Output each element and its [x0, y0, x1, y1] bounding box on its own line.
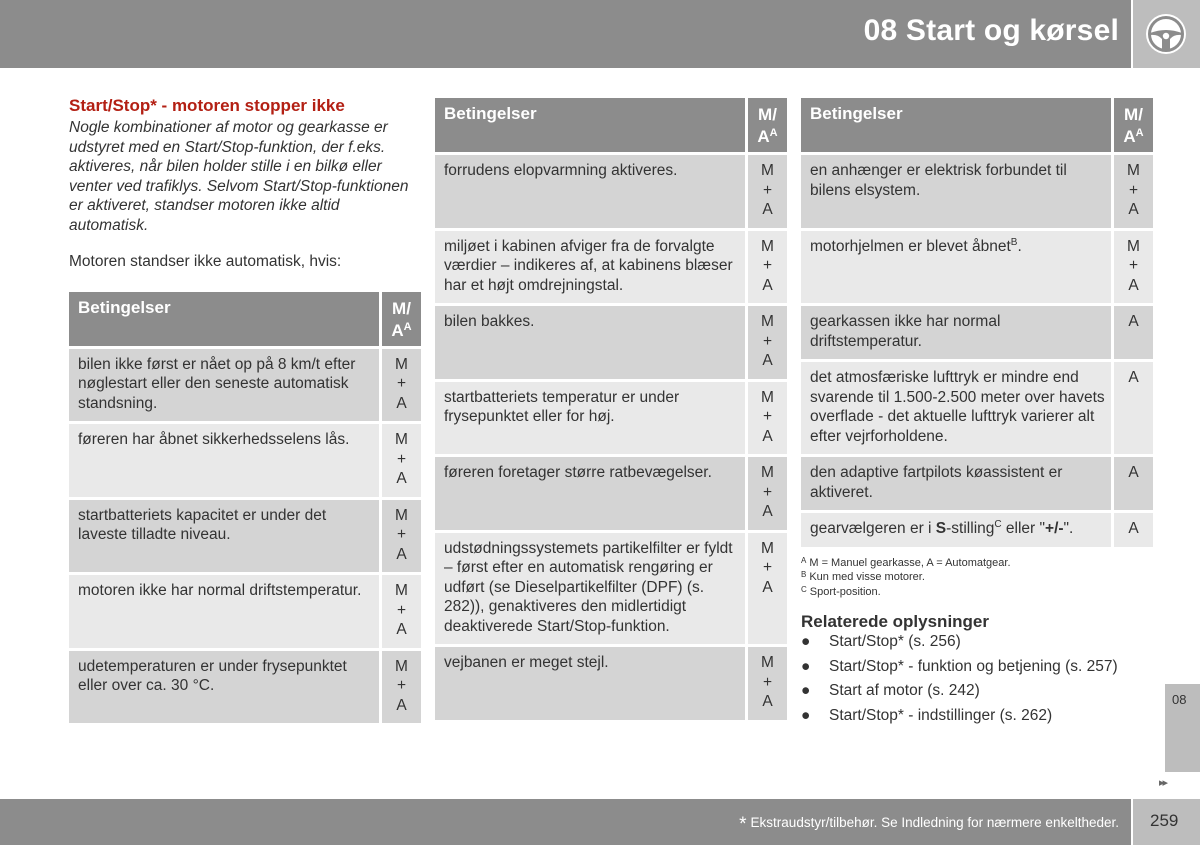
header-conditions: Betingelser [69, 292, 379, 349]
conditions-table-3 [801, 98, 1153, 550]
table-row [435, 647, 787, 723]
gearbox-cell: M + A [745, 533, 787, 648]
table-row [69, 424, 421, 500]
condition-cell: det atmosfæriske lufttryk er mindre end svarende til 1.500-2.500 meter over havets overflade - det aktuelle lufttryk varierer alt efter vejrforholdene. [801, 362, 1111, 457]
condition-cell: startbatteriets kapacitet er under det laveste tilladte niveau. [69, 500, 379, 576]
steering-wheel-icon [1144, 12, 1188, 56]
related-link[interactable]: ● Start/Stop* - funktion og betjening (s. 257) [801, 657, 1118, 675]
gearbox-cell: M + A [745, 231, 787, 307]
page-number-box [1133, 799, 1200, 845]
condition-cell: bilen ikke først er nået op på 8 km/t efter nøglestart eller den seneste automatisk standsning. [69, 349, 379, 425]
table-row [801, 231, 1153, 307]
chapter-icon-box [1133, 0, 1200, 68]
header-m-a: M/ $A^A$ [379, 292, 421, 349]
gearbox-cell: M + A [745, 306, 787, 382]
table-row [69, 349, 421, 425]
related-title: Relaterede oplysninger [801, 612, 990, 631]
gearbox-cell: M + A [1111, 155, 1153, 231]
footer-note: * Ekstraudstyr/tilbehør. Se Indledning for nærmere enkeltheder. [739, 814, 1119, 835]
table-row [801, 362, 1153, 457]
section-title: Start/Stop* - motoren stopper ikke [69, 96, 345, 115]
table-row [435, 382, 787, 458]
footnote: $^C$ Sport-position. [801, 584, 881, 598]
header-m-a: M/ $A^A$ [1111, 98, 1153, 155]
related-link[interactable]: ● Start/Stop* - indstillinger (s. 262) [801, 706, 1053, 724]
page-number: 259 [1150, 811, 1179, 830]
gearbox-cell: M + A [745, 155, 787, 231]
gearbox-cell: A [1111, 457, 1153, 513]
gearbox-cell: A [1111, 362, 1153, 457]
table-header-row [435, 98, 787, 155]
next-page-arrows-icon[interactable]: ▸▸ [1159, 777, 1167, 789]
condition-cell: motoren ikke har normal driftstemperatur. [69, 575, 379, 651]
table-header-row [69, 292, 421, 349]
condition-cell: gearkassen ikke har normal driftstemperatur. [801, 306, 1111, 362]
page-footer [0, 799, 1131, 845]
related-list [801, 632, 1153, 725]
header-conditions: Betingelser [801, 98, 1111, 155]
condition-cell: startbatteriets temperatur er under frysepunktet eller for høj. [435, 382, 745, 458]
header-conditions: Betingelser [435, 98, 745, 155]
table-row [69, 575, 421, 651]
column-right [801, 98, 1153, 730]
gearbox-cell: M + A [379, 651, 421, 727]
gearbox-cell: M + A [379, 424, 421, 500]
gearbox-cell: M + A [379, 575, 421, 651]
table-row [801, 513, 1153, 550]
gearbox-cell: M + A [745, 382, 787, 458]
table-row [435, 457, 787, 533]
table-row [801, 155, 1153, 231]
gearbox-cell: M + A [745, 457, 787, 533]
table-row [69, 500, 421, 576]
conditions-table-1 [69, 292, 421, 727]
related-link[interactable]: ● Start af motor (s. 242) [801, 682, 980, 699]
gearbox-cell: A [1111, 513, 1153, 550]
condition-cell: udetemperaturen er under frysepunktet eller over ca. 30 °C. [69, 651, 379, 727]
condition-cell: føreren har åbnet sikkerhedsselens lås. [69, 424, 379, 500]
related-link[interactable]: ● Start/Stop* (s. 256) [801, 633, 961, 650]
footnotes [801, 556, 1153, 600]
conditions-table-2 [435, 98, 787, 723]
lead-text: Motoren standser ikke automatisk, hvis: [69, 253, 342, 270]
gearbox-cell: M + A [379, 349, 421, 425]
condition-cell: vejbanen er meget stejl. [435, 647, 745, 723]
condition-cell: bilen bakkes. [435, 306, 745, 382]
chapter-title: 08 Start og kørsel [863, 14, 1119, 47]
condition-cell: miljøet i kabinen afviger fra de forvalgte værdier – indikeres af, at kabinens blæser har et højt omdrejningstal. [435, 231, 745, 307]
chapter-side-tab[interactable] [1165, 684, 1200, 772]
footnote: $^B$ Kun med visse motorer. [801, 570, 925, 583]
header-m-a: M/ $A^A$ [745, 98, 787, 155]
table-header-row [801, 98, 1153, 155]
condition-cell: forrudens elopvarmning aktiveres. [435, 155, 745, 231]
condition-cell: føreren foretager større ratbevægelser. [435, 457, 745, 533]
condition-cell: en anhænger er elektrisk forbundet til bilens elsystem. [801, 155, 1111, 231]
table-row [435, 306, 787, 382]
table-row [435, 155, 787, 231]
footnote: $^A$ M = Manuel gearkasse, A = Automatgear. [801, 555, 1011, 569]
gearbox-cell: A [1111, 306, 1153, 362]
gearbox-cell: M + A [379, 500, 421, 576]
table-row [801, 457, 1153, 513]
condition-cell: den adaptive fartpilots køassistent er aktiveret. [801, 457, 1111, 513]
table-row [435, 533, 787, 648]
gearbox-cell: M + A [1111, 231, 1153, 307]
column-middle [435, 98, 787, 723]
side-tab-label: 08 [1172, 692, 1187, 707]
chapter-header [0, 0, 1131, 68]
condition-cell: motorhjelmen er blevet åbnet$^B$. [801, 231, 1111, 307]
gearbox-cell: M + A [745, 647, 787, 723]
table-row [801, 306, 1153, 362]
condition-cell: gearvælgeren er i S-stilling$^C$ eller "+/-". [801, 513, 1111, 550]
table-row [69, 651, 421, 727]
intro-text: Nogle kombinationer af motor og gearkasse er udstyret med en Start/Stop-funktion, der f.eks. aktiveres, når bilen holder stille i en bilkø eller venter ved trafiklys. Selvom Start/Stop-funktionen er aktiveret, standser motoren ikke altid automatisk. [69, 119, 409, 234]
column-left [69, 96, 421, 726]
table-row [435, 231, 787, 307]
condition-cell: udstødningssystemets partikelfilter er fyldt – først efter en automatisk rengøring er udført (se Dieselpartikelfilter (DPF) (s. 282)), genaktiveres den midlertidigt deaktiverede Start/Stop-funktion. [435, 533, 745, 648]
